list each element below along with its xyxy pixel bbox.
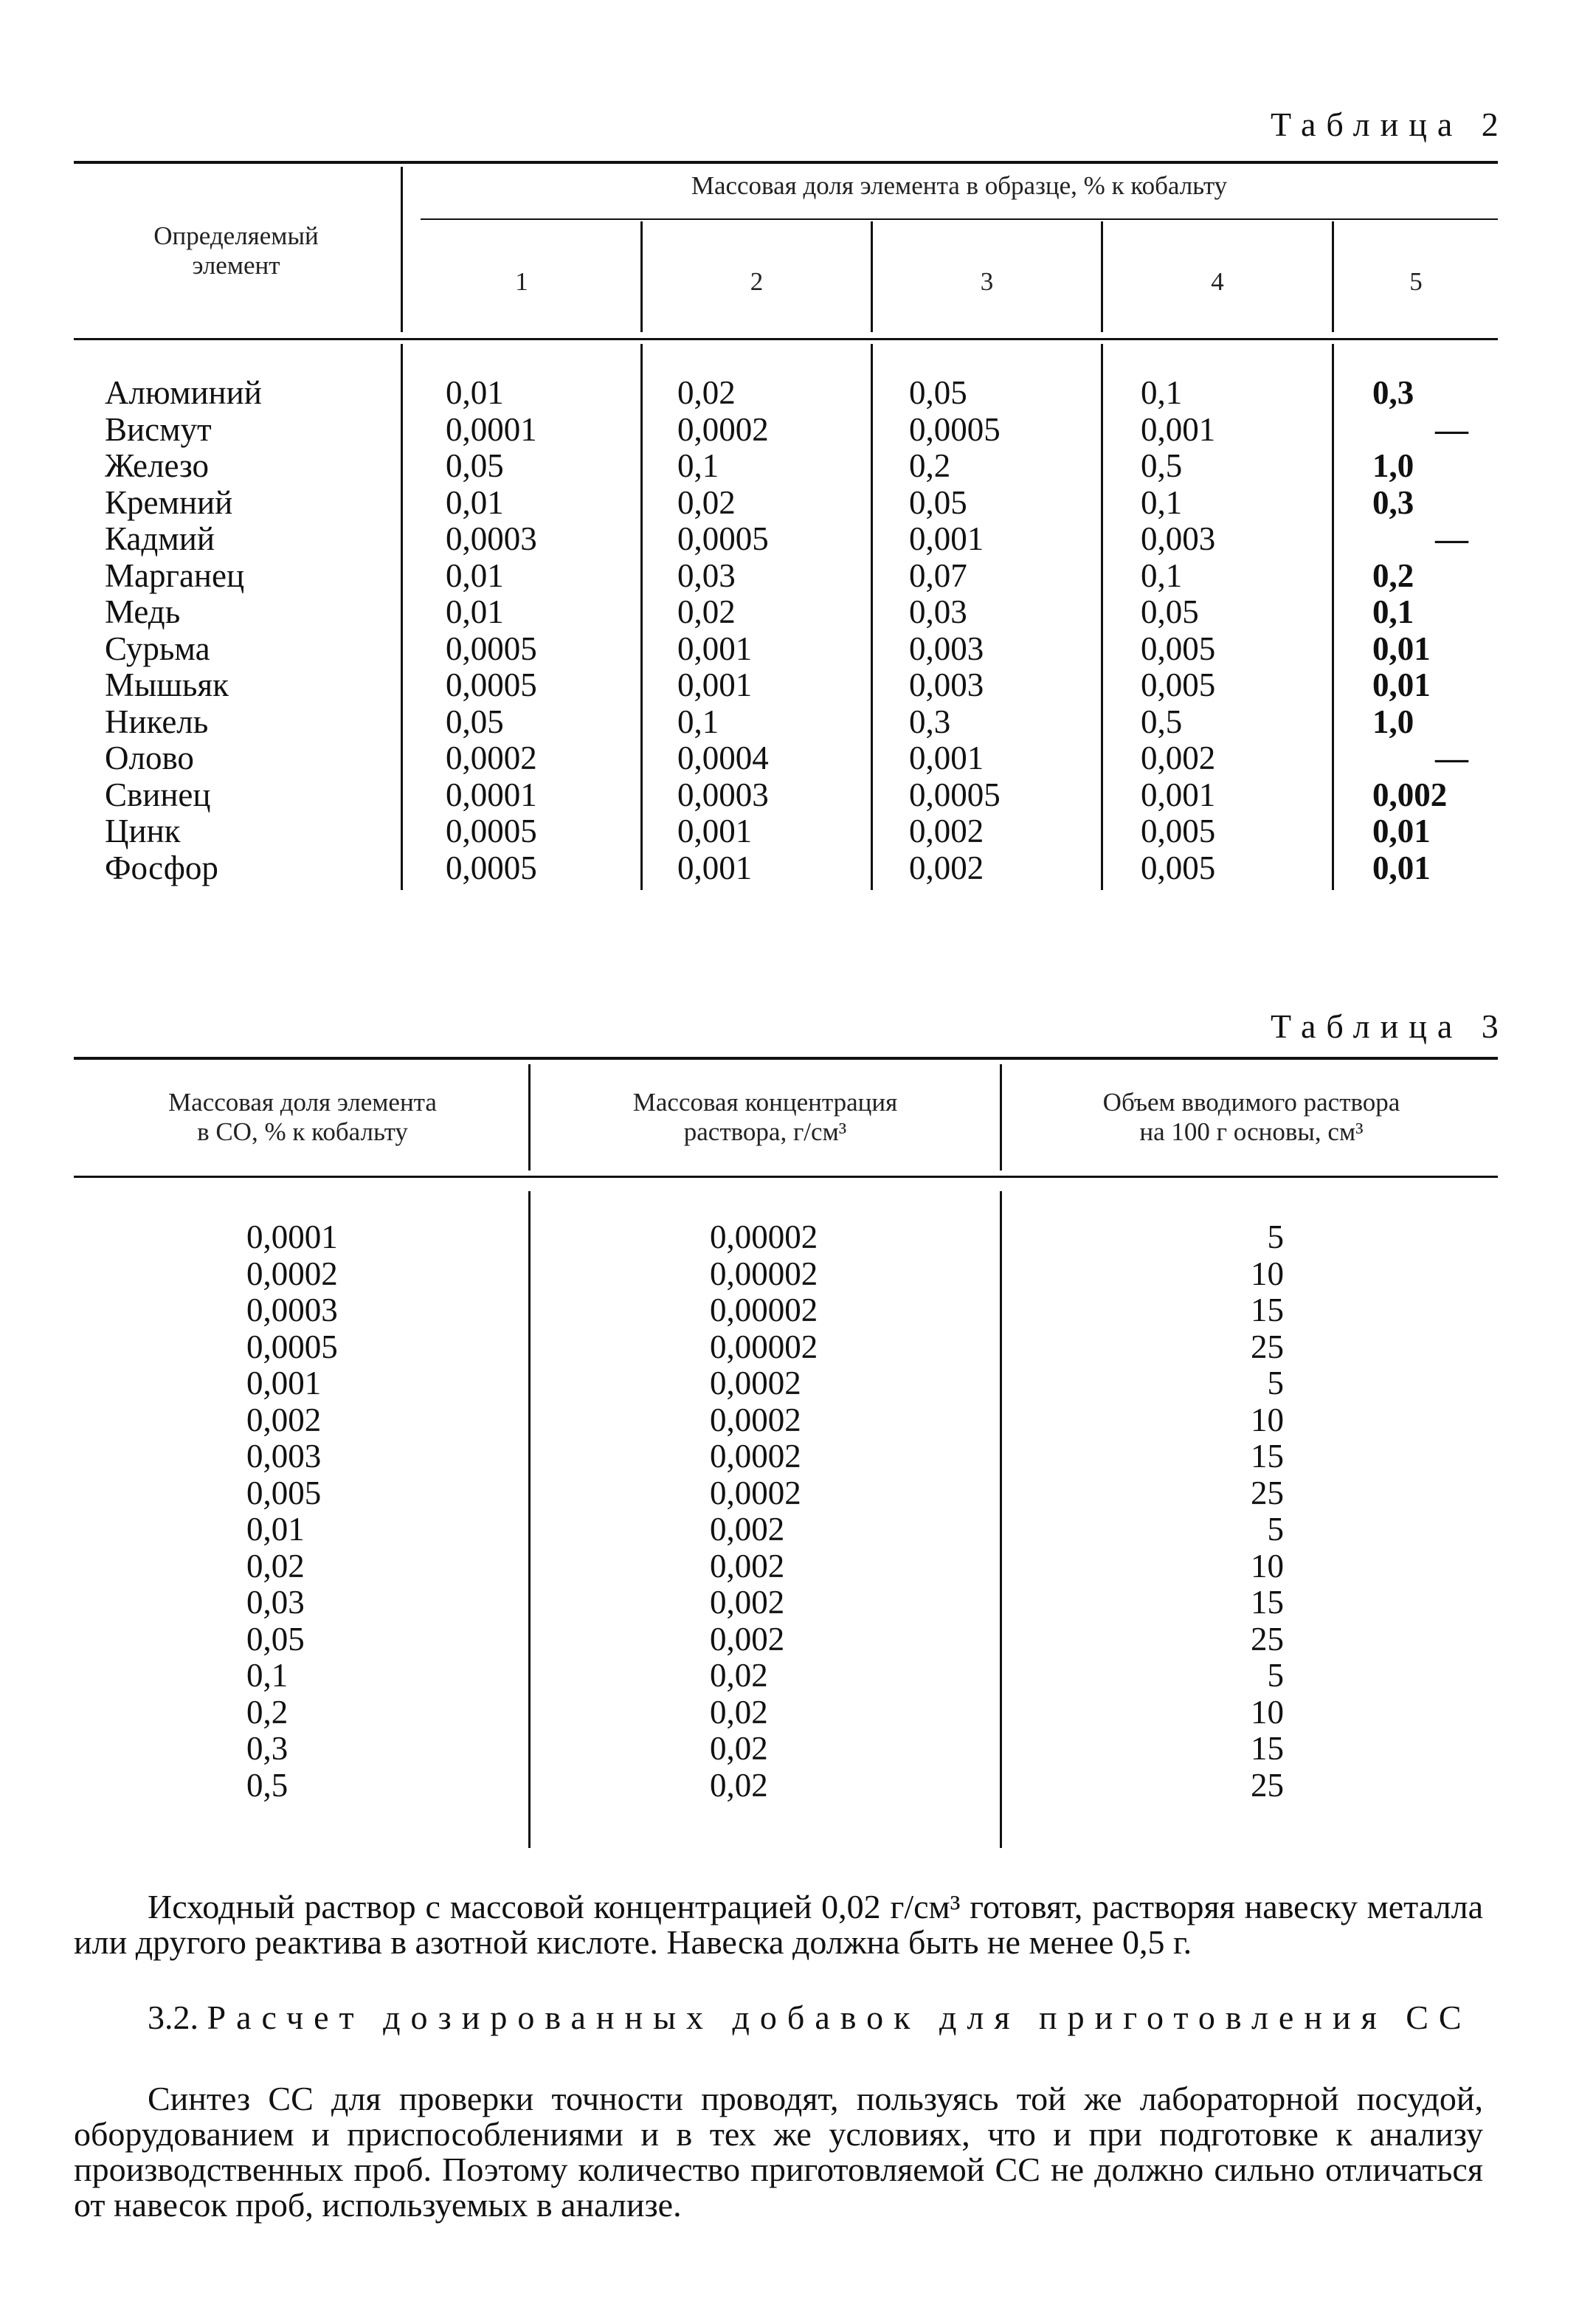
table2-cell: 0,5: [1141, 703, 1183, 740]
table2-cell: 0,1: [677, 447, 719, 484]
table2-element-name: Олово: [105, 739, 194, 776]
table3-header-concentration: Массовая концентрация раствора, г/см³: [632, 1088, 898, 1146]
table2-col-header: 1: [515, 267, 528, 296]
table2-cell: 0,1: [677, 703, 719, 740]
table2-cell: 0,005: [1141, 666, 1216, 703]
table3-cell: 0,01: [246, 1511, 305, 1548]
table3-cell: 25: [1251, 1766, 1284, 1804]
table2-element-name: Никель: [105, 703, 209, 740]
table2-cell: 0,1: [1141, 556, 1183, 594]
table2-cell: —: [1435, 410, 1468, 448]
table3-cell: 0,0001: [246, 1218, 338, 1255]
table2-cell: 1,0: [1372, 703, 1414, 740]
table3-cell: 0,002: [710, 1584, 785, 1621]
table2-cell: 0,001: [677, 813, 753, 849]
table2-cell: 0,002: [909, 849, 984, 886]
table3-cell: 0,002: [246, 1401, 322, 1438]
table2-cell: 0,0005: [677, 520, 769, 557]
table3-cell: 15: [1251, 1584, 1284, 1621]
table3-cell: 15: [1251, 1730, 1284, 1767]
table2-top-rule: [74, 161, 1498, 164]
table3-cell: 25: [1251, 1620, 1284, 1658]
table3-cell: 0,0003: [246, 1292, 338, 1328]
table2-cell: 0,02: [677, 593, 736, 630]
table3-cell: 0,02: [246, 1547, 305, 1585]
table2-header-group: Массовая доля элемента в образце, % к кобальту: [691, 171, 1228, 200]
table2-cell: 0,3: [1372, 483, 1414, 521]
table2-cell: 0,001: [909, 739, 984, 776]
table3-cell: 0,03: [246, 1584, 305, 1621]
table2-element-name: Висмут: [105, 410, 212, 448]
table3-cell: 5: [1267, 1365, 1284, 1401]
table3-divider: [528, 1064, 531, 1170]
table3-divider: [528, 1191, 531, 1848]
table2-cell: 0,03: [909, 593, 967, 630]
table2-cell: 0,01: [1372, 849, 1431, 886]
table2-element-name: Свинец: [105, 776, 211, 813]
table3-cell: 0,0002: [246, 1255, 338, 1292]
table3-cell: 0,02: [710, 1657, 768, 1694]
table3-cell: 0,0005: [246, 1328, 338, 1365]
table2-cell: 0,01: [1372, 666, 1431, 703]
table3-cell: 0,3: [246, 1730, 288, 1767]
table2-cell: 0,0005: [909, 776, 1001, 813]
table2-cell: 0,3: [909, 703, 951, 740]
table3-cell: 0,02: [710, 1730, 768, 1767]
table2-cell: 0,2: [909, 447, 951, 484]
table2-cell: 0,002: [909, 813, 984, 849]
table3-header-rule: [74, 1176, 1498, 1178]
table2-cell: 0,002: [1141, 739, 1216, 776]
table3-cell: 0,0002: [710, 1474, 801, 1511]
table3-cell: 10: [1251, 1547, 1284, 1585]
table2-cell: 0,1: [1141, 483, 1183, 521]
table2-divider: [401, 167, 403, 332]
table2-cell: 0,005: [1141, 813, 1216, 849]
table2-element-name: Кремний: [105, 483, 233, 521]
table3-cell: 0,00002: [710, 1255, 818, 1292]
table3-cell: 15: [1251, 1292, 1284, 1328]
table3-cell: 0,00002: [710, 1218, 818, 1255]
table3-cell: 5: [1267, 1218, 1284, 1255]
table3-cell: 0,003: [246, 1438, 322, 1475]
table2-cell: 0,05: [909, 374, 967, 411]
table2-cell: 0,0001: [446, 776, 537, 813]
table2-cell: 0,0005: [446, 666, 537, 703]
section-heading: [74, 2000, 1483, 2035]
table2-cell: 0,003: [1141, 520, 1216, 557]
table3-caption: Таблица 3: [1271, 1007, 1509, 1045]
table2-cell: 0,01: [1372, 813, 1431, 849]
table2-col-header: 4: [1211, 267, 1224, 296]
table3-header-volume: Объем вводимого раствора на 100 г основы, см³: [1102, 1088, 1400, 1146]
table2-cell: 0,001: [909, 520, 984, 557]
table2-element-name: Фосфор: [105, 849, 218, 886]
table3-cell: 0,05: [246, 1620, 305, 1658]
table2-cell: 0,003: [909, 666, 984, 703]
section-number: 3.2.: [148, 1999, 198, 2036]
table2-group-rule: [421, 218, 1498, 220]
table2-cell: 0,01: [446, 556, 504, 594]
table3-cell: 10: [1251, 1693, 1284, 1731]
table2-cell: 0,0005: [446, 849, 537, 886]
table3-cell: 0,2: [246, 1693, 288, 1731]
table2-col-header: 5: [1409, 267, 1423, 296]
table2-cell: 0,1: [1372, 593, 1414, 630]
table2-cell: 0,0003: [446, 520, 537, 557]
table3-cell: 0,005: [246, 1474, 322, 1511]
table2-cell: —: [1435, 739, 1468, 776]
table2-cell: 0,0003: [677, 776, 769, 813]
table2-divider: [871, 344, 873, 890]
table2-cell: 0,5: [1141, 447, 1183, 484]
table2-cell: 0,0005: [909, 410, 1001, 448]
table2-cell: 0,005: [1141, 630, 1216, 667]
table2-cell: 0,01: [446, 593, 504, 630]
table3-cell: 5: [1267, 1511, 1284, 1548]
table3-cell: 0,002: [710, 1620, 785, 1658]
table2-cell: 0,0004: [677, 739, 769, 776]
table2-header-rule: [74, 338, 1498, 340]
paragraph-stock-solution: Исходный раствор с массовой концентрацией 0,02 г/см³ готовят, растворяя навеску металла или другого реактива в азотной кислоте. Навеска должна быть не менее 0,5 г.: [74, 1888, 1483, 1961]
table2-element-name: Кадмий: [105, 520, 215, 557]
table2-cell: 0,0005: [446, 813, 537, 849]
table2-caption: Таблица 2: [1271, 106, 1509, 143]
table2-cell: 0,05: [1141, 593, 1199, 630]
table2-cell: 0,0001: [446, 410, 537, 448]
table3-cell: 0,00002: [710, 1328, 818, 1365]
table3-divider: [1000, 1191, 1002, 1848]
table2-cell: 0,0005: [446, 630, 537, 667]
table3-cell: 0,5: [246, 1766, 288, 1804]
table2-element-name: Мышьяк: [105, 666, 229, 703]
table2-element-name: Железо: [105, 447, 209, 484]
table3-cell: 10: [1251, 1401, 1284, 1438]
table2-element-name: Цинк: [105, 813, 181, 849]
table2-cell: 0,01: [446, 483, 504, 521]
table3-cell: 0,02: [710, 1693, 768, 1731]
table2-cell: 1,0: [1372, 447, 1414, 484]
table2-col-header: 2: [750, 267, 764, 296]
table2-element-name: Алюминий: [105, 374, 262, 411]
table2-cell: 0,05: [909, 483, 967, 521]
table3-top-rule: [74, 1057, 1498, 1060]
table2-divider: [640, 344, 643, 890]
table2-cell: 0,05: [446, 703, 504, 740]
table3-cell: 0,00002: [710, 1292, 818, 1328]
table2-cell: 0,02: [677, 483, 736, 521]
section-title: Расчет дозированных добавок для приготовления СС: [207, 1999, 1472, 2036]
table3-cell: 25: [1251, 1474, 1284, 1511]
table2-element-name: Сурьма: [105, 630, 210, 667]
table3-cell: 0,002: [710, 1511, 785, 1548]
table2-cell: 0,02: [677, 374, 736, 411]
table2-cell: 0,07: [909, 556, 967, 594]
table2-cell: 0,2: [1372, 556, 1414, 594]
table2-cell: 0,01: [1372, 630, 1431, 667]
table2-cell: —: [1435, 520, 1468, 557]
paragraph-synthesis: Синтез СС для проверки точности проводят, пользуясь той же лабораторной посудой, оборудованием и приспособлениями и в тех же условиях, что и при подготовке к анализу производственных проб. Поэтому количество приготовляемой СС не должно сильно отличаться от навесок проб, используемых в анализе.: [74, 2080, 1483, 2224]
table2-cell: 0,05: [446, 447, 504, 484]
table2-header-element: Определяемый элемент: [153, 221, 319, 280]
table2-element-name: Медь: [105, 593, 181, 630]
table2-cell: 0,001: [1141, 410, 1216, 448]
table2-element-name: Марганец: [105, 556, 245, 594]
table2-divider: [1332, 344, 1334, 890]
table2-cell: 0,001: [1141, 776, 1216, 813]
table3-cell: 0,0002: [710, 1365, 801, 1401]
table2-cell: 0,03: [677, 556, 736, 594]
table3-cell: 10: [1251, 1255, 1284, 1292]
table3-header-mass-fraction: Массовая доля элемента в СО, % к кобальту: [168, 1088, 437, 1146]
table2-cell: 0,01: [446, 374, 504, 411]
table3-cell: 0,02: [710, 1766, 768, 1804]
table2-cell: 0,001: [677, 849, 753, 886]
table2-cell: 0,0002: [446, 739, 537, 776]
table3-cell: 25: [1251, 1328, 1284, 1365]
table2-cell: 0,3: [1372, 374, 1414, 411]
table3-cell: 0,0002: [710, 1438, 801, 1475]
table3-cell: 0,1: [246, 1657, 288, 1694]
table3-cell: 15: [1251, 1438, 1284, 1475]
table2-cell: 0,005: [1141, 849, 1216, 886]
table2-cell: 0,003: [909, 630, 984, 667]
table2-cell: 0,0002: [677, 410, 769, 448]
table2-divider: [401, 344, 403, 890]
table2-cell: 0,001: [677, 666, 753, 703]
table3-cell: 0,0002: [710, 1401, 801, 1438]
table2-cell: 0,002: [1372, 776, 1448, 813]
table2-divider: [1101, 344, 1103, 890]
table3-divider: [1000, 1064, 1002, 1170]
table3-cell: 0,002: [710, 1547, 785, 1585]
table3-cell: 0,001: [246, 1365, 322, 1401]
table2-cell: 0,1: [1141, 374, 1183, 411]
table2-cell: 0,001: [677, 630, 753, 667]
table2-col-header: 3: [980, 267, 994, 296]
table3-cell: 5: [1267, 1657, 1284, 1694]
